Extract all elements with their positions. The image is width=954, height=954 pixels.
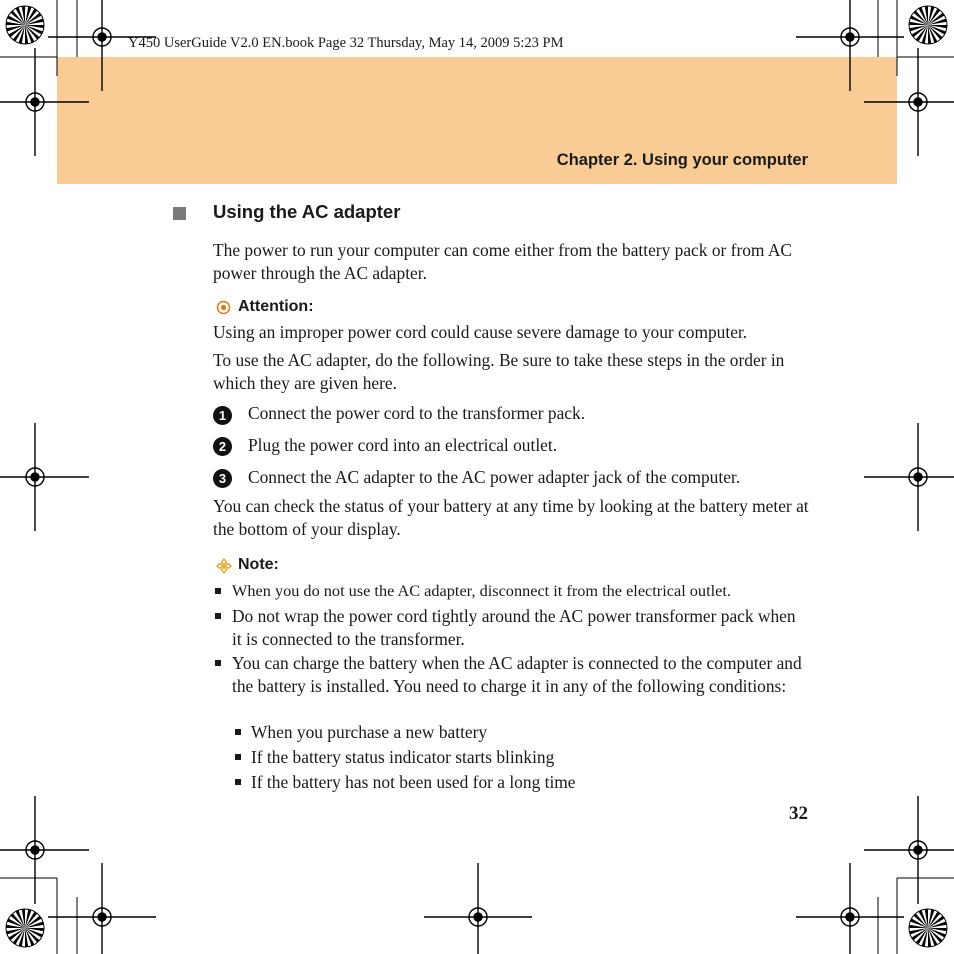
section-title: Using the AC adapter — [213, 201, 401, 222]
chapter-title: Chapter 2. Using your computer — [556, 151, 808, 169]
status-paragraph: You can check the status of your battery at any time by looking at the battery meter at the bottom of your display. — [213, 496, 809, 539]
instructions-paragraph: To use the AC adapter, do the following. Be sure to take these steps in the order in which they are given here. — [213, 350, 785, 393]
step-text-2: Plug the power cord into an electrical outlet. — [248, 435, 558, 455]
target-circle-icon — [216, 300, 231, 315]
intro-paragraph: The power to run your computer can come either from the battery pack or from AC power through the AC adapter. — [213, 240, 793, 283]
list-bullet — [235, 779, 241, 785]
note-label: Note: — [238, 556, 279, 573]
note-subitem-2: If the battery status indicator starts blinking — [251, 747, 555, 767]
list-bullet — [235, 729, 241, 735]
step-number-2: 2 — [213, 437, 232, 456]
step-number-1: 1 — [213, 406, 232, 425]
note-item-3: You can charge the battery when the AC adapter is connected to the computer and the battery is installed. You need to charge it in any of the following conditions: — [232, 653, 802, 696]
list-bullet — [215, 660, 221, 666]
step-text-1: Connect the power cord to the transformer pack. — [248, 403, 586, 423]
note-item-1: When you do not use the AC adapter, disconnect it from the electrical outlet. — [232, 581, 731, 600]
note-subitem-1: When you purchase a new battery — [251, 722, 488, 742]
list-bullet — [235, 754, 241, 760]
list-bullet — [215, 613, 221, 619]
note-item-2: Do not wrap the power cord tightly around the AC power transformer pack when it is connected to the transformer. — [232, 606, 796, 649]
four-diamond-icon — [216, 558, 232, 574]
attention-label: Attention: — [238, 298, 314, 315]
list-bullet — [215, 588, 221, 594]
square-bullet-icon — [173, 207, 186, 220]
attention-text: Using an improper power cord could cause severe damage to your computer. — [213, 322, 748, 342]
note-subitem-3: If the battery has not been used for a long time — [251, 772, 576, 792]
step-text-3: Connect the AC adapter to the AC power adapter jack of the computer. — [248, 467, 741, 487]
page-number: 32 — [789, 803, 808, 824]
print-header-line: Y450 UserGuide V2.0 EN.book Page 32 Thursday, May 14, 2009 5:23 PM — [128, 35, 564, 51]
step-number-3: 3 — [213, 469, 232, 488]
